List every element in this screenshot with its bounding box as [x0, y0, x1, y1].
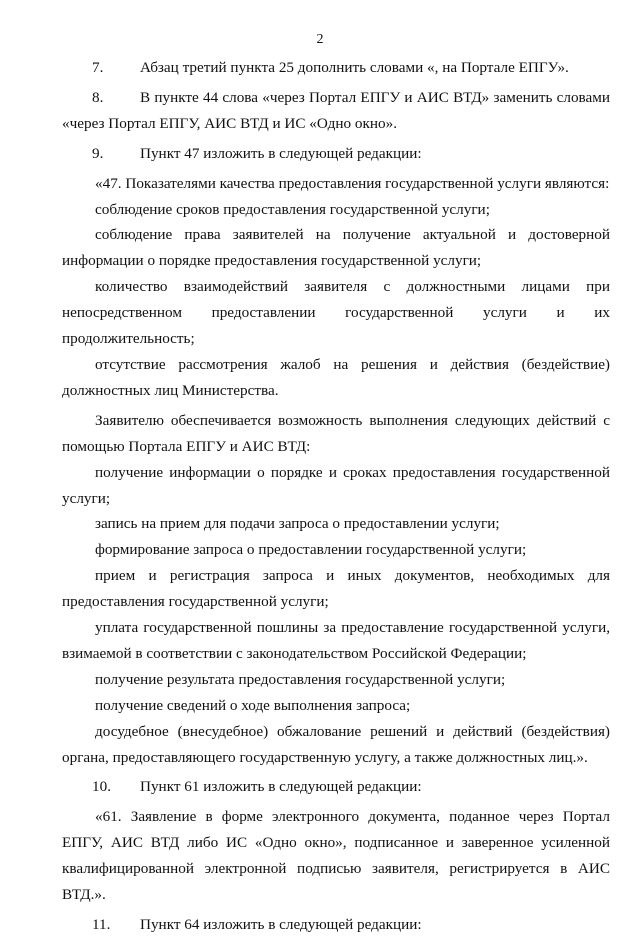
paragraph: Заявителю обеспечивается возможность выполнения следующих действий с помощью Портала ЕПГУ и АИС ВТД: — [62, 411, 610, 455]
paragraph: отсутствие рассмотрения жалоб на решения и действия (бездействие) должностных лиц Министерства. — [62, 355, 610, 399]
paragraph: формирование запроса о предоставлении государственной услуги; — [95, 541, 527, 559]
item-10 — [62, 774, 610, 800]
paragraph: соблюдение права заявителей на получение актуальной и достоверной информации о порядке предоставления государственной услуги; — [62, 226, 610, 270]
paragraph: прием и регистрация запроса и иных документов, необходимых для предоставления государственной услуги; — [62, 567, 610, 611]
item-text: Пункт 64 изложить в следующей редакции: — [140, 916, 422, 933]
paragraph: «47. Показателями качества предоставления государственной услуги являются: — [95, 174, 610, 192]
item-text: Пункт 61 изложить в следующей редакции: — [140, 778, 422, 796]
paragraph: получение сведений о ходе выполнения запроса; — [95, 696, 411, 714]
item-text: В пункте 44 слова «через Портал ЕПГУ и АИС ВТД» заменить словами «через Портал ЕПГУ, АИС ВТД и ИС «Одно окно». — [62, 88, 610, 132]
document-body — [62, 55, 610, 938]
item-number: 8. — [92, 88, 104, 106]
paragraph: количество взаимодействий заявителя с должностными лицами при непосредственном предоставлении государственной услуги и их продолжительность; — [62, 278, 610, 348]
item-text: Абзац третий пункта 25 дополнить словами «, на Портале ЕПГУ». — [140, 59, 569, 76]
item-number: 11. — [92, 916, 111, 933]
item-text: Пункт 47 изложить в следующей редакции: — [140, 144, 422, 162]
paragraph: запись на прием для подачи запроса о предоставлении услуги; — [95, 515, 500, 533]
item-7 — [62, 55, 610, 81]
paragraph: «61. Заявление в форме электронного документа, поданное через Портал ЕПГУ, АИС ВТД либо ИС «Одно окно», подписанное и заверенное усиленной квалифицированной электронной подписью заявителя, регистрируется в АИС ВТД.». — [62, 808, 610, 904]
paragraph: получение результата предоставления государственной услуги; — [95, 670, 506, 688]
item-9 — [62, 141, 610, 167]
item-number: 7. — [92, 59, 104, 76]
item-11 — [62, 912, 610, 938]
item-8 — [62, 85, 610, 137]
paragraph: уплата государственной пошлины за предоставление государственной услуги, взимаемой в соответствии с законодательством Российской Федерации; — [62, 619, 610, 662]
item-number: 9. — [92, 144, 104, 162]
paragraph: соблюдение сроков предоставления государственной услуги; — [95, 200, 490, 218]
page-number: 2 — [316, 32, 324, 47]
paragraph: досудебное (внесудебное) обжалование решений и действий (бездействия) органа, предоставляющего государственную услугу, а также должностных лиц.». — [62, 722, 610, 766]
item-number: 10. — [92, 778, 111, 796]
paragraph: получение информации о порядке и сроках предоставления государственной услуги; — [62, 463, 610, 507]
